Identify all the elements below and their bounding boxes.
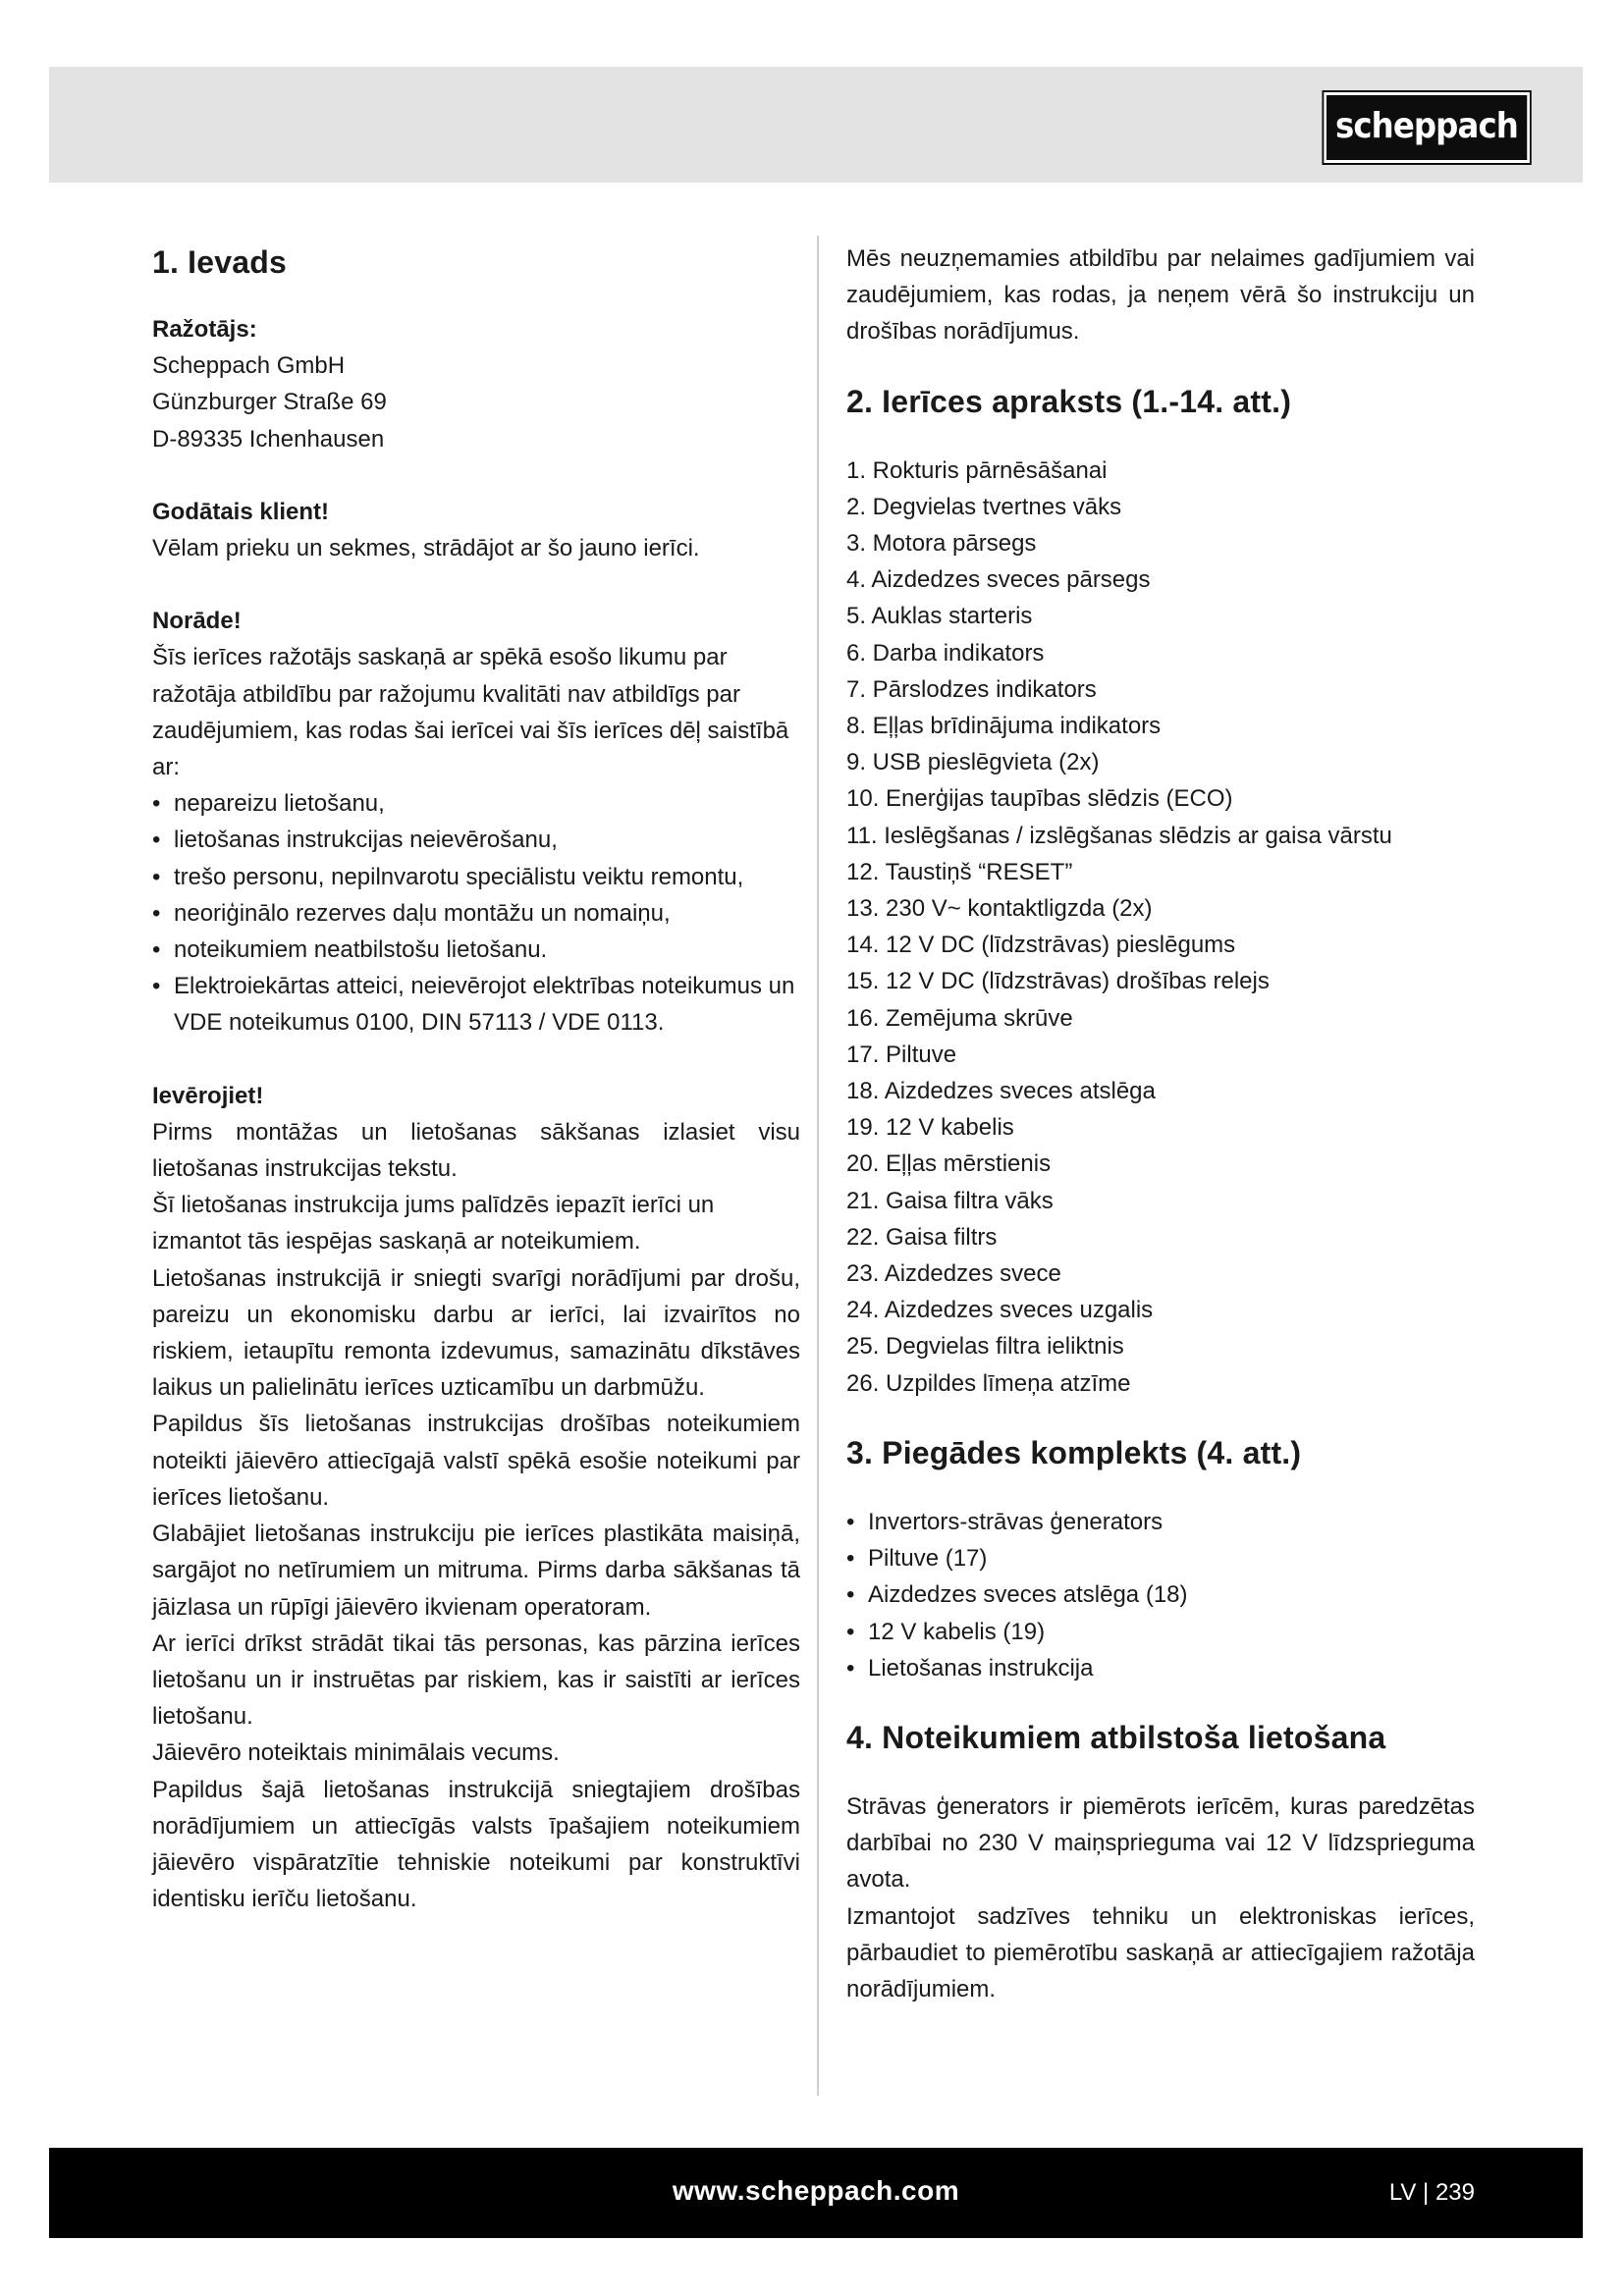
delivery-item: • Lietošanas instrukcija	[846, 1650, 1475, 1686]
note-text: Šīs ierīces ražotājs saskaņā ar spēkā esošo likumu par ražotāja atbildību par ražojumu kvalitāti nav atbildīgs par zaudējumiem, kas rodas šai ierīcei vai šīs ierīces dēļ saistībā ar:	[152, 644, 789, 781]
scheppach-logo: scheppach	[1325, 92, 1530, 163]
parts-list-item: 10. Enerģijas taupības slēdzis (ECO)	[846, 785, 1233, 813]
customer-label: Godātais klient!	[152, 498, 330, 525]
parts-list-item: 20. Eļļas mērstienis	[846, 1150, 1052, 1178]
parts-list-item: 5. Auklas starteris	[846, 603, 1033, 630]
note-bullet: • noteikumiem neatbilstošu lietošanu.	[152, 932, 800, 968]
delivery-item: • Invertors-strāvas ģenerators	[846, 1504, 1475, 1540]
delivery-item: • Piltuve (17)	[846, 1540, 1475, 1576]
left-column	[152, 240, 800, 1917]
parts-list	[846, 453, 1475, 1402]
parts-list-item: 16. Zemējuma skrūve	[846, 1004, 1073, 1032]
observe-paragraph: Šī lietošanas instrukcija jums palīdzēs iepazīt ierīci un izmantot tās iespējas saskaņā ar noteikumiem.	[152, 1192, 715, 1255]
observe-paragraph: Pirms montāžas un lietošanas sākšanas izlasiet visu lietošanas instrukcijas tekstu.	[152, 1118, 800, 1183]
section-2-title: 2. Ierīces apraksts (1.-14. att.)	[846, 383, 1292, 419]
manufacturer-line: Günzburger Straße 69	[152, 389, 387, 416]
note-label: Norāde!	[152, 608, 242, 635]
parts-list-item: 12. Taustiņš “RESET”	[846, 858, 1073, 885]
column-divider	[817, 236, 819, 2096]
parts-list-item: 3. Motora pārsegs	[846, 530, 1037, 558]
parts-list-item: 19. 12 V kabelis	[846, 1114, 1014, 1142]
parts-list-item: 11. Ieslēgšanas / izslēgšanas slēdzis ar gaisa vārstu	[846, 822, 1392, 849]
observe-paragraph: Lietošanas instrukcijā ir sniegti svarīgi norādījumi par drošu, pareizu un ekonomisku darbu ar ierīci, lai izvairītos no riskiem, ietaupītu remonta izdevumus, samazinātu dīkstāves laikus un palielinātu ierīces uzticamību un darbmūžu.	[152, 1264, 800, 1402]
parts-list-item: 21. Gaisa filtra vāks	[846, 1187, 1054, 1214]
manufacturer-line: D-89335 Ichenhausen	[152, 425, 385, 453]
manufacturer-label: Ražotājs:	[152, 316, 257, 343]
parts-list-item: 15. 12 V DC (līdzstrāvas) drošības relejs	[846, 968, 1270, 995]
note-bullet: • nepareizu lietošanu,	[152, 785, 800, 822]
customer-text: Vēlam prieku un sekmes, strādājot ar šo jauno ierīci.	[152, 535, 700, 562]
parts-list-item: 24. Aizdedzes sveces uzgalis	[846, 1297, 1154, 1324]
parts-list-item: 25. Degvielas filtra ieliktnis	[846, 1333, 1124, 1361]
section-3-title: 3. Piegādes komplekts (4. att.)	[846, 1434, 1302, 1470]
note-bullet: • lietošanas instrukcijas neievērošanu,	[152, 822, 800, 858]
parts-list-item: 6. Darba indikators	[846, 639, 1045, 667]
section-1-title: 1. Ievads	[152, 244, 288, 280]
parts-list-item: 18. Aizdedzes sveces atslēga	[846, 1078, 1156, 1105]
observe-paragraph: Papildus šīs lietošanas instrukcijas drošības noteikumiem noteikti jāievēro attiecīgajā valstī spēkā esošie noteikumi par ierīces lietošanu.	[152, 1411, 800, 1511]
delivery-item: • 12 V kabelis (19)	[846, 1614, 1475, 1650]
observe-paragraph: Jāievēro noteiktais minimālais vecums.	[152, 1739, 560, 1767]
parts-list-item: 4. Aizdedzes sveces pārsegs	[846, 566, 1151, 594]
footer-bar	[49, 2148, 1583, 2238]
right-column	[846, 240, 1475, 2007]
parts-list-item: 26. Uzpildes līmeņa atzīme	[846, 1369, 1131, 1397]
parts-list-item: 2. Degvielas tvertnes vāks	[846, 493, 1122, 520]
parts-list-item: 14. 12 V DC (līdzstrāvas) pieslēgums	[846, 932, 1236, 959]
observe-paragraph: Glabājiet lietošanas instrukciju pie ierīces plastikāta maisiņā, sargājot no netīrumiem un mitruma. Pirms darba sākšanas tā jāizlasa un rūpīgi jāievēro ikvienam operatoram.	[152, 1521, 800, 1621]
use-paragraph: Strāvas ģenerators ir piemērots ierīcēm, kuras paredzētas darbībai no 230 V maiņsprieguma vai 12 V līdzsprieguma avota.	[846, 1792, 1475, 1894]
parts-list-item: 1. Rokturis pārnēsāšanai	[846, 456, 1108, 484]
parts-list-item: 13. 230 V~ kontaktligzda (2x)	[846, 895, 1153, 923]
header-bar	[49, 67, 1583, 183]
note-bullet: • trešo personu, nepilnvarotu speciālistu veiktu remontu,	[152, 859, 800, 895]
observe-paragraph: Ar ierīci drīkst strādāt tikai tās personas, kas pārzina ierīces lietošanu un ir instruētas par riskiem, kas ir saistīti ar ierīces lietošanu.	[152, 1629, 800, 1731]
parts-list-item: 8. Eļļas brīdinājuma indikators	[846, 713, 1162, 740]
page-number: LV | 239	[1388, 2179, 1475, 2206]
parts-list-item: 7. Pārslodzes indikators	[846, 675, 1097, 703]
observe-paragraph: Papildus šajā lietošanas instrukcijā sniegtajiem drošības norādījumiem un attiecīgās valsts īpašajiem noteikumiem jāievēro vispāratzītie tehniskie noteikumi par konstruktīvi identisku ierīču lietošanu.	[152, 1776, 800, 1913]
note-bullet: • neoriģinālo rezerves daļu montāžu un nomaiņu,	[152, 895, 800, 932]
note-bullet-list	[152, 785, 800, 1041]
parts-list-item: 17. Piltuve	[846, 1041, 957, 1068]
parts-list-item: 23. Aizdedzes svece	[846, 1260, 1061, 1288]
parts-list-item: 22. Gaisa filtrs	[846, 1223, 998, 1251]
footer-website-url: www.scheppach.com	[672, 2175, 960, 2206]
note-bullet: • Elektroiekārtas atteici, neievērojot elektrības noteikumus un VDE noteikumus 0100, DIN 57113 / VDE 0113.	[152, 968, 800, 1041]
observe-label: Ievērojiet!	[152, 1082, 264, 1109]
section-4-title: 4. Noteikumiem atbilstoša lietošana	[846, 1719, 1386, 1755]
liability-text: Mēs neuzņemamies atbildību par nelaimes gadījumiem vai zaudējumiem, kas rodas, ja neņem vērā šo instrukciju un drošības norādījumus.	[846, 245, 1475, 346]
parts-list-item: 9. USB pieslēgvieta (2x)	[846, 749, 1100, 776]
delivery-item: • Aizdedzes sveces atslēga (18)	[846, 1576, 1475, 1613]
delivery-list	[846, 1504, 1475, 1686]
use-paragraph: Izmantojot sadzīves tehniku un elektroniskas ierīces, pārbaudiet to piemērotību saskaņā ar attiecīgajiem ražotāja norādījumiem.	[846, 1902, 1475, 2002]
manufacturer-line: Scheppach GmbH	[152, 352, 346, 380]
